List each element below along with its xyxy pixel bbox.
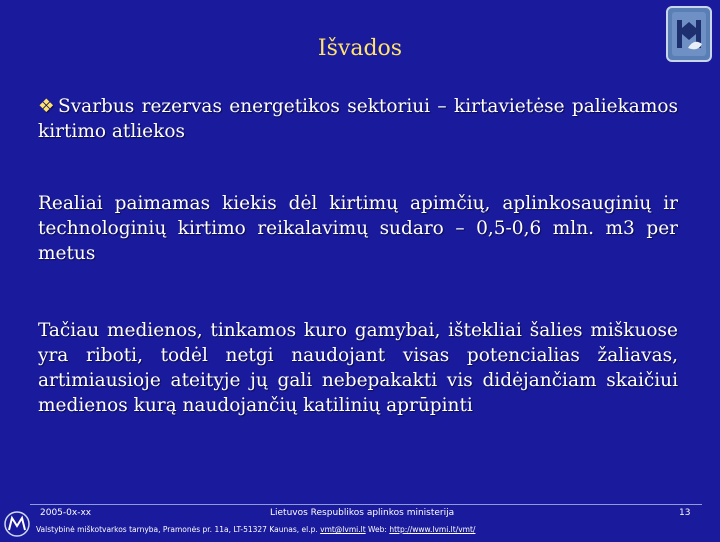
diamond-bullet-icon: ❖ (38, 96, 57, 117)
web-label: Web: (368, 525, 387, 534)
footer-address (36, 525, 475, 534)
email-link[interactable]: vmt@lvmi.lt (320, 525, 366, 534)
slide-title: Išvados (317, 36, 403, 61)
conclusion-paragraph-2: Realiai paimamas kiekis dėl kirtimų apimčių, aplinkosauginių ir technologinių kirtimo reikalavimų sudaro – 0,5-0,6 mln. m3 per metus (38, 193, 678, 264)
paragraph-1-text: Svarbus rezervas energetikos sektoriui – kirtavietėse paliekamos kirtimo atliekos (38, 96, 678, 142)
conclusion-paragraph-3: Tačiau medienos, tinkamos kuro gamybai, ištekliai šalies miškuose yra riboti, todėl netgi naudojant visas potencialias žaliavas, artimiausioje ateityje jų gali nebepakakti vis didėjančiam skaičiui medienos kurą naudojančių katilinių aprūpinti (38, 320, 678, 416)
footer-date: 2005-0x-xx (40, 508, 92, 518)
web-link[interactable]: http://www.lvmi.lt/vmt/ (389, 525, 476, 534)
vmt-logo-icon (2, 510, 32, 538)
footer-divider (30, 504, 702, 505)
page-number: 13 (679, 508, 691, 518)
footer-ministry: Lietuvos Respublikos aplinkos ministerija (270, 508, 455, 518)
address-text: Valstybinė miškotvarkos tarnyba, Pramonės pr. 11a, LT-51327 Kaunas, el.p. (36, 525, 318, 534)
conclusion-paragraph-1 (38, 94, 678, 144)
